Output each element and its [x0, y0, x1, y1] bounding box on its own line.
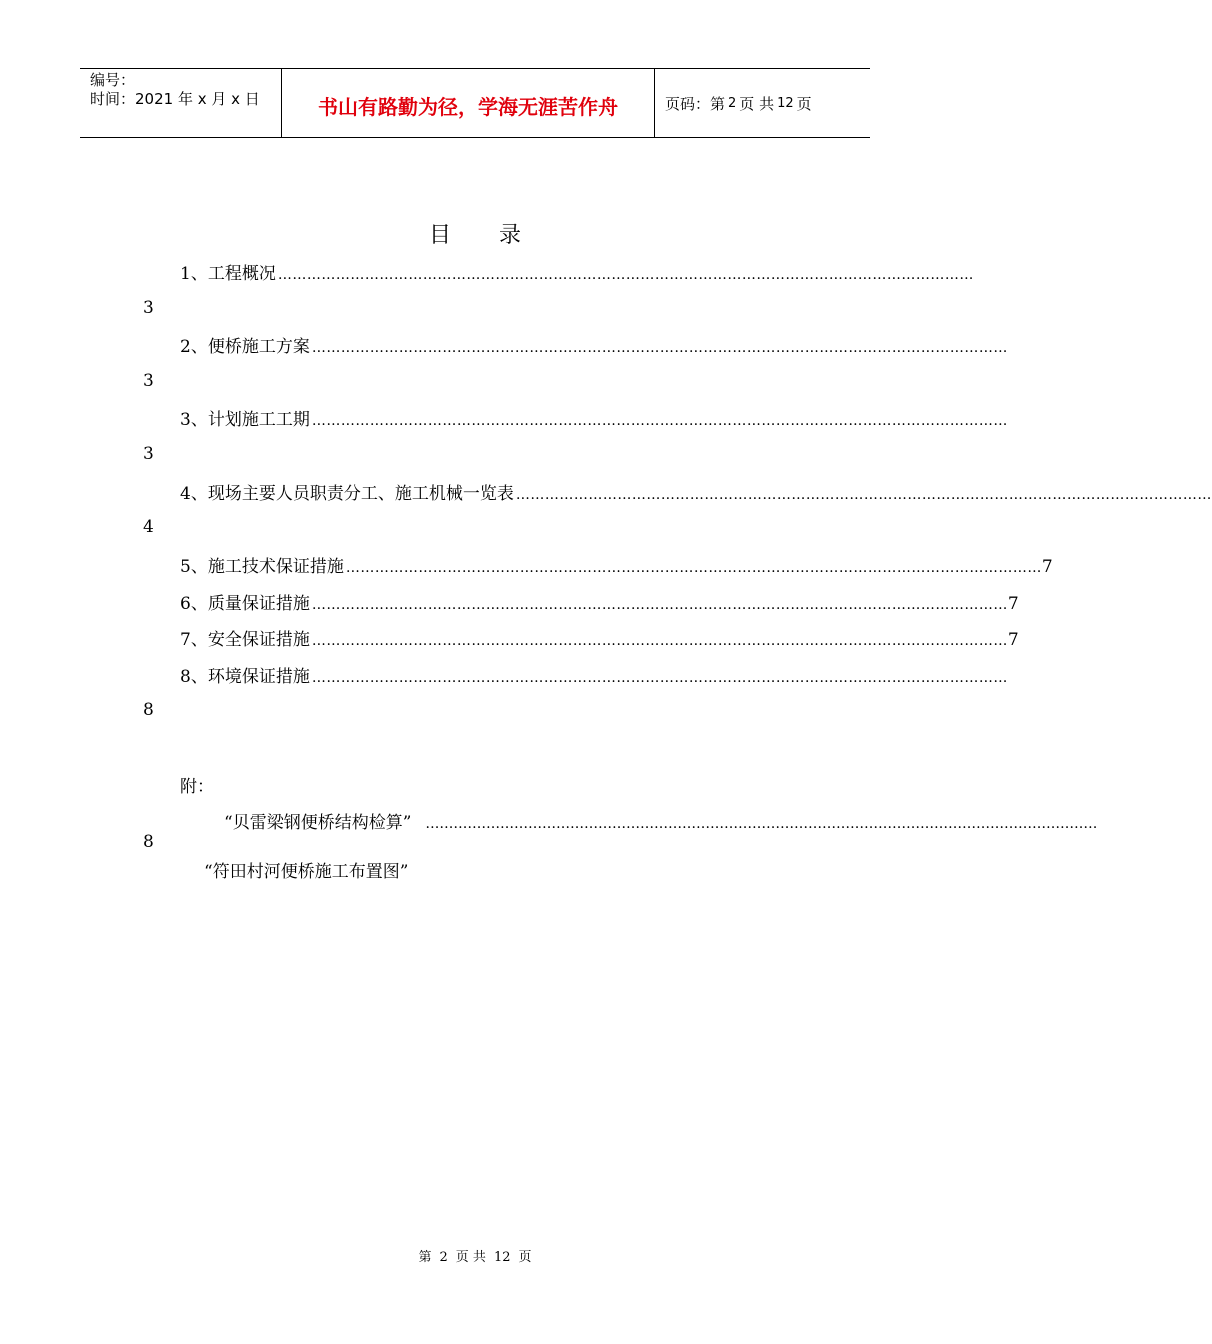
footer-page-total: 12	[493, 1250, 511, 1265]
header-page-current: 2	[728, 95, 737, 111]
toc-entry[interactable]	[180, 259, 974, 284]
appendix-item-label: “贝雷梁钢便桥结构检算”	[224, 813, 412, 833]
footer-page-current: 2	[439, 1250, 448, 1265]
toc-entry-label: 8、环境保证措施	[180, 667, 310, 687]
toc-entry[interactable]	[180, 332, 1008, 357]
appendix-label: 附：	[180, 777, 214, 797]
toc-entry-label: 5、施工技术保证措施	[180, 557, 344, 577]
toc-entry-label: 2、便桥施工方案	[180, 337, 310, 357]
toc-entry-label: 7、安全保证措施	[180, 630, 310, 650]
toc-entry-page: 7	[1007, 630, 1019, 650]
toc-title: 目录	[428, 223, 569, 248]
header-motto: 书山有路勤为径，学海无涯苦作舟	[282, 69, 655, 137]
appendix-item[interactable]	[224, 808, 1098, 833]
appendix-item-page: 8	[143, 832, 154, 852]
toc-entry[interactable]	[180, 589, 1019, 614]
toc-leader-dots: ………………………………………………………………………………………………………………………………	[311, 340, 1008, 356]
toc-entry-label: 1、工程概况	[180, 264, 276, 284]
toc-entry-page: 3	[143, 298, 154, 318]
toc-leader-dots: ………………………………………………………………………………………………………………………………	[345, 560, 1042, 576]
toc-entry-label: 3、计划施工工期	[180, 410, 310, 430]
toc-entry[interactable]	[180, 479, 1212, 504]
toc-entry[interactable]	[180, 405, 1008, 430]
appendix-item-label: “符田村河便桥施工布置图”	[204, 862, 409, 882]
toc-entry-page: 3	[143, 444, 154, 464]
toc-leader-dots: ………………………………………………………………………………………………………………………………	[515, 487, 1212, 503]
toc-leader-dots: ………………………………………………………………………………………………………………………………	[311, 633, 1008, 649]
toc-entry-page: 3	[143, 371, 154, 391]
toc-leader-dots: ………………………………………………………………………………………………………………………………	[277, 267, 974, 283]
toc-entry-label: 4、现场主要人员职责分工、施工机械一览表	[180, 484, 514, 504]
toc-entry[interactable]	[180, 552, 1053, 577]
toc-entry-page: 7	[1041, 557, 1053, 577]
header-table	[80, 68, 870, 138]
header-page-info: 页码：第 2 页 共 12 页	[665, 94, 812, 113]
toc-leader-dots: ………………………………………………………………………………………………………………………………	[311, 413, 1008, 429]
toc-entry-page: 7	[1007, 594, 1019, 614]
toc-entry-page: 4	[143, 517, 154, 537]
document-number-label: 编号：	[90, 71, 136, 89]
toc-leader-dots: ………………………………………………………………………………………………………………………………	[311, 597, 1008, 613]
toc-entry-label: 6、质量保证措施	[180, 594, 310, 614]
page-footer: 第 2 页 共 12 页	[418, 1250, 532, 1265]
toc-entry[interactable]	[180, 625, 1019, 650]
header-info-cell	[80, 69, 282, 137]
document-date: 时间：2021 年 x 月 x 日	[90, 90, 260, 108]
toc-leader-dots: ………………………………………………………………………………………………………………………………	[311, 670, 1008, 686]
header-page-total: 12	[777, 95, 794, 111]
toc-leader-dots: ………………………………………………………………………………………………………………………………	[425, 816, 1098, 832]
toc-entry-page: 8	[143, 700, 154, 720]
appendix-item[interactable]	[204, 857, 408, 881]
toc-entry[interactable]	[180, 662, 1008, 687]
